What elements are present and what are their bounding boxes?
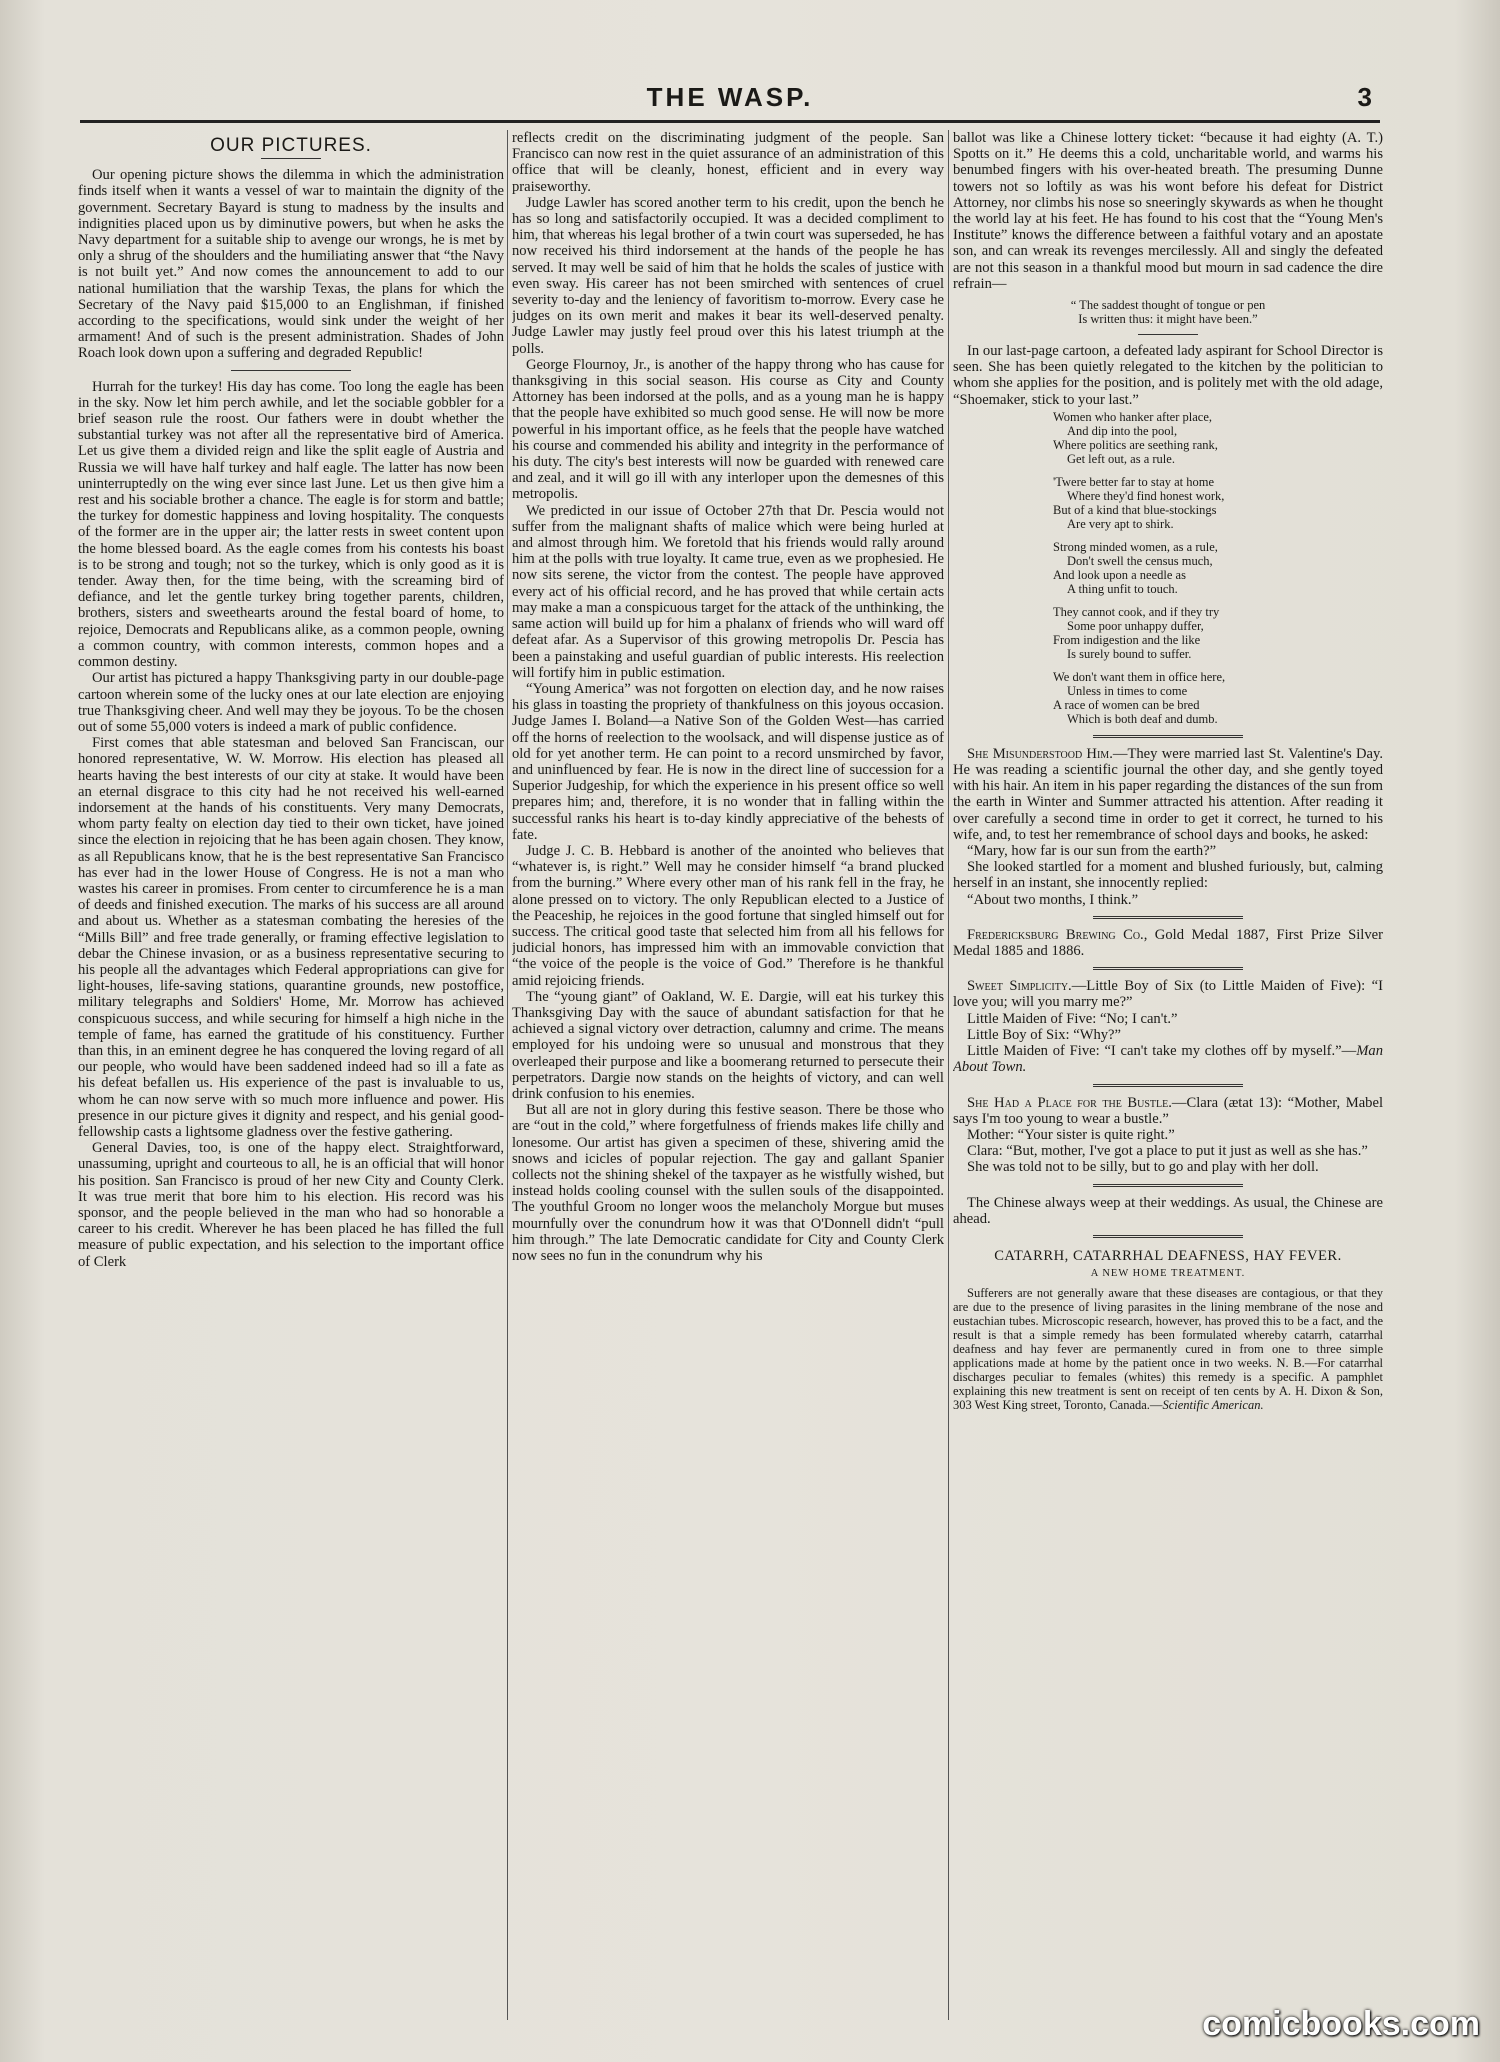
column-rule-2 — [948, 130, 949, 2020]
poem-line: Women who hanker after place, — [1053, 409, 1212, 424]
section-heading: OUR PICTURES. — [210, 135, 372, 156]
poem-line: A thing unfit to touch. — [1067, 581, 1178, 596]
poem-stanza — [1053, 605, 1383, 661]
heading-rule — [261, 158, 321, 159]
poem-line: Where politics are seething rank, — [1053, 437, 1218, 452]
poem-stanza — [1053, 475, 1383, 531]
source-credit: Scientific American. — [1162, 1398, 1264, 1413]
anecdote-line: Little Boy of Six: “Why?” — [967, 1026, 1122, 1043]
anecdote-title: She Misunderstood Him. — [967, 745, 1113, 762]
article-paragraph: The “young giant” of Oakland, W. E. Dargie, will eat his turkey this Thanksgiving Day with the sauce of abundant satisfaction for that he achieved a signal victory over detraction, calumny and crime. The means employed for his undoing were so unusual and monstrous that they overleaped their purpose and like a boomerang returned to persecute their perpetrators. Dargie now stands on the heights of victory, and can well drink confusion to his enemies. — [512, 988, 944, 1102]
ad-text: Sufferers are not generally aware that these diseases are contagious, or that they are due to the presence of living parasites in the lining membrane of the nose and eustachian tubes. Microscopic research, however, has proved this to be a fact, and the result is that a simple remedy has been formulated whereby catarrh, catarrhal deafness and hay fever are permanently cured in from one to three simple applications made at home by the patient once in two weeks. N. B.—For catarrhal discharges peculiar to females (whites) this remedy is a specific. A pamphlet explaining this new treatment is sent on receipt of ten cents by A. H. Dixon & Son, 303 West King street, Toronto, Canada.— — [953, 1286, 1383, 1413]
article-paragraph: But all are not in glory during this festive season. There be those who are “out in the cold,” where forgetfulness of friends makes life chilly and lonesome. Our artist has given a specimen of these, shivering amid the snows and icicles of popular rejection. The gay and gallant Spanier collects not the shining shekel of the taxpayer as he wistfully wished, but instead holds cooling counsel with the sullen souls of the disappointed. The youthful Groom no longer woos the melancholy Morgue but muses mournfully over the conundrum how it was that O'Donnell didn't “pull him through.” The late Democratic candidate for City and County Clerk now sees no fun in the conundrum why his — [512, 1102, 944, 1265]
poem-line: We don't want them in office here, — [1053, 669, 1226, 684]
anecdote-line-text: Little Maiden of Five: “I can't take my clothes off by myself.”— — [967, 1043, 1357, 1060]
column-2 — [512, 130, 944, 2025]
anecdote-line: She was told not to be silly, but to go and play with her doll. — [967, 1159, 1319, 1176]
poem-line: Unless in times to come — [1067, 683, 1188, 698]
poem-stanza — [1053, 540, 1383, 596]
article-paragraph: Hurrah for the turkey! His day has come. Too long the eagle has been in the sky. Now let him perch awhile, and let the sociable gobbler for a brief season rule the roost. Our fathers were in doubt whether the substantial turkey was not after all the representative bird of America. Let us give them a divided reign and like the split eagle of Austria and Russia we will have half turkey and half eagle. The latter has now been uninterruptedly on the wing ever since last June. Let us then give him a rest and his sociable brother a chance. The eagle is for storm and battle; the turkey for domestic happiness and loving hospitality. The conquests of the former are in the upper air; the latter rests in sweet content upon the home blessed board. As the eagle comes from his contests his boast is to be strong and tough; not so the turkey, which is only good as it is tender. Away then, for the time being, with the screaming bird of defiance, and let the gentle turkey bring together parents, children, brothers, sisters and sweethearts around the festal board of home, to rejoice, Democrats and Republicans alike, as a common people, owning a common country, with common interests, common hopes and a common destiny. — [78, 378, 504, 671]
article-paragraph: “Young America” was not forgotten on election day, and he now raises his glass in toasting the propriety of thankfulness on this joyous occasion. Judge James I. Boland—a Native Son of the Golden West—has carried off the horns of reelection to the woolsack, and will dispense justice as of old for yet another term. He can point to a record unsmirched by favor, and uninfluenced by fear. He is now in the direct line of succession for a Superior Judgeship, for which the experience in his present office so well prepares him; and, therefore, it is no wonder that in falling within the successful ranks his heart is to-day kindly appreciative of the behests of fate. — [512, 680, 944, 843]
separator — [1093, 735, 1243, 738]
article-paragraph: ballot was like a Chinese lottery ticket: “because it had eighty (A. T.) Spotts on it.” He deems this a cold, uncharitable world, and warms his benumbed fingers with his over-heated breath. The presuming Dunne towers not so loftily as was his wont before his defeat for District Attorney, nor climbs his nose so sneeringly skywards as when he thought the world lay at his feet. He has found to his cost that the “Young Men's Institute” knows the difference between a faithful votary and an apostate son, and can wreak its revenges mercilessly. All and singly the defeated are not this season in a thankful mood but mourn in sad cadence the dire refrain— — [953, 130, 1383, 292]
separator — [1093, 916, 1243, 919]
anecdote-text: —Little Boy of Six (to Little Maiden of Five): “I love you; will you marry me?” — [953, 978, 1383, 1011]
article-paragraph: Our artist has pictured a happy Thanksgiving party in our double-page cartoon wherein some of the lucky ones at our late election are enjoying true Thanksgiving cheer. And well may they be joyous. To be the chosen out of some 55,000 voters is indeed a mark of public confidence. — [78, 670, 504, 735]
separator — [1093, 1184, 1243, 1187]
brewing-text: , Gold Medal 1887, First Prize Silver Medal 1885 and 1886. — [953, 926, 1383, 960]
ad-subheading: A NEW HOME TREATMENT. — [1090, 1268, 1246, 1280]
poem-line: And dip into the pool, — [1067, 423, 1178, 438]
anecdote-line: “Mary, how far is our sun from the earth?” — [967, 843, 1217, 860]
quote-line: “ The saddest thought of tongue or pen — [1070, 298, 1266, 313]
column-1 — [78, 130, 504, 2025]
anecdote-text: —They were married last St. Valentine's Day. He was reading a scientific journal the other day, and she gently toyed with his hair. An item in his paper regarding the distances of the sun from the earth in Winter and Summer attracted his attention. After reading it over carefully a second time in order to get it correct, he turned to his wife, and, to test her remembrance of school days and books, he asked: — [953, 745, 1383, 843]
anecdote-bustle — [953, 1095, 1383, 1127]
poem-line: But of a kind that blue-stockings — [1053, 502, 1217, 517]
verse-quote — [953, 298, 1383, 326]
anecdote-line: Mother: “Your sister is quite right.” — [967, 1126, 1175, 1143]
poem — [1053, 410, 1383, 726]
anecdote-line: She looked startled for a moment and blushed furiously, but, calming herself in an instant, she innocently replied: — [953, 859, 1383, 892]
poem-stanza — [1053, 410, 1383, 466]
poem-line: Strong minded women, as a rule, — [1053, 539, 1218, 554]
watermark: comicbooks.com — [1202, 2005, 1480, 2043]
separator — [1138, 334, 1198, 335]
article-paragraph: Judge J. C. B. Hebbard is another of the anointed who believes that “whatever is, is right.” Well may he consider himself “a brand plucked from the burning.” Where every other man of his rank fell in the fray, he alone pressed on to victory. The only Republican elected to a Justice of the Peaceship, he rejoices in the good fortune that singled himself out for success. The critical good taste that selected him from all his fellows for judicial honors, has impressed him with an immovable conviction that “the voice of the people is the voice of God.” Therefore is he thankful amid rejoicing friends. — [512, 842, 944, 989]
poem-line: And look upon a needle as — [1053, 567, 1186, 582]
anecdote-title: Sweet Simplicity. — [967, 978, 1072, 995]
anecdote-line: Clara: “But, mother, I've got a place to put it just as well as she has.” — [967, 1143, 1368, 1160]
separator — [1093, 967, 1243, 970]
brewing-notice — [953, 927, 1383, 959]
ad-body — [953, 1286, 1383, 1412]
ad-heading: CATARRH, CATARRHAL DEAFNESS, HAY FEVER. — [994, 1247, 1342, 1264]
poem-line: Some poor unhappy duffer, — [1067, 618, 1204, 633]
anecdote-line — [953, 1043, 1383, 1075]
anecdote-misunderstood — [953, 746, 1383, 843]
article-paragraph: General Davies, too, is one of the happy elect. Straightforward, unassuming, upright and courteous to all, he is an official that will honor his position. San Francisco is proud of her new City and County Clerk. It was true merit that bore him to his election. His record was his sponsor, and the people believed in the man who had so honorable a career to his credit. Wherever he has been placed he has filled the full measure of public expectation, and his selection to the important office of Clerk — [78, 1140, 504, 1270]
separator — [1093, 1235, 1243, 1238]
quote-line: Is written thus: it might have been.” — [1078, 312, 1258, 327]
poem-line: They cannot cook, and if they try — [1053, 604, 1220, 619]
poem-line: Get left out, as a rule. — [1067, 451, 1175, 466]
article-paragraph: George Flournoy, Jr., is another of the happy throng who has cause for thanksgiving in this social season. His course as City and County Attorney has been indorsed at the polls, and as a young man he is happy that the people have exhibited so much good sense. He will now be more powerful in his important office, as he feels that the people have watched his course and commended his ability and integrity in the performance of his duty. The city's best interests will now be guarded with renewed care and zeal, and it will go ill with any interloper upon the demesnes of this metropolis. — [512, 356, 944, 503]
masthead — [80, 80, 1380, 123]
article-paragraph: In our last-page cartoon, a defeated lady aspirant for School Director is seen. She has been quietly relegated to the kitchen by the politician to whom she applies for the position, and is politely met with the old adage, “Shoemaker, stick to your last.” — [953, 343, 1383, 408]
anecdote-line: “About two months, I think.” — [967, 891, 1139, 908]
brewing-name: Fredericksburg Brewing Co. — [967, 926, 1144, 943]
column-3 — [953, 130, 1383, 2025]
page-number: 3 — [1357, 82, 1372, 112]
chinese-note: The Chinese always weep at their weddings. As usual, the Chinese are ahead. — [953, 1194, 1383, 1227]
article-paragraph: Our opening picture shows the dilemma in which the administration finds itself when it wants a vessel of war to maintain the dignity of the government. Secretary Bayard is stung to madness by the insults and indignities placed upon us by diminutive powers, but when he asks the Navy department for a suitable ship to avenge our wrongs, he is met by only a shrug of the shoulders and the humiliating answer that “the Navy is not built yet.” And now comes the announcement to add to our national humiliation that the warship Texas, the plans for which the Secretary of the Navy paid $15,000 to an Englishman, if finished according to the specifications, would sink under the weight of her armament! And of such is the present administration. Shades of John Roach look down upon a suffering and degraded Republic! — [78, 167, 504, 362]
separator — [1093, 1084, 1243, 1087]
anecdote-text: —Clara (ætat 13): “Mother, Mabel says I'm too young to wear a bustle.” — [953, 1094, 1383, 1127]
anecdote-title: She Had a Place for the Bustle. — [967, 1094, 1172, 1111]
publication-title: THE WASP. — [646, 82, 814, 112]
poem-line: Where they'd find honest work, — [1067, 488, 1225, 503]
poem-stanza — [1053, 670, 1383, 726]
source-credit: Man About Town. — [953, 1043, 1383, 1076]
poem-line: Don't swell the census much, — [1067, 553, 1213, 568]
anecdote-sweet — [953, 978, 1383, 1010]
poem-line: A race of women can be bred — [1053, 697, 1200, 712]
column-rule-1 — [507, 130, 508, 2020]
poem-line: 'Twere better far to stay at home — [1053, 474, 1215, 489]
poem-line: Is surely bound to suffer. — [1067, 646, 1192, 661]
poem-line: Which is both deaf and dumb. — [1067, 711, 1218, 726]
article-paragraph: reflects credit on the discriminating judgment of the people. San Francisco can now rest in the quiet assurance of an administration of this office that will be cleanly, honest, efficient and in every way praiseworthy. — [512, 130, 944, 195]
poem-line: From indigestion and the like — [1053, 632, 1201, 647]
poem-line: Are very apt to shirk. — [1067, 516, 1174, 531]
article-paragraph: Judge Lawler has scored another term to his credit, upon the bench he has so long and satisfactorily occupied. It was a decided compliment to him, that whereas his legal brother of a twin court was superseded, he has now received his third indorsement at the hands of the people he has served. It may well be said of him that he holds the scales of justice with even sway. His career has not been smirched with sentences of cruel severity to-day and the leniency of favoritism to-morrow. Every case he judges on its own merit and makes it bear its well-deserved penalty. Judge Lawler may justly feel proud over this his latest triumph at the polls. — [512, 194, 944, 357]
article-paragraph: First comes that able statesman and beloved San Franciscan, our honored representative, W. W. Morrow. His election has pleased all hearts having the best interests of our city at stake. It would have been an eternal disgrace to this city had he not received his well-earned indorsement at the hands of his constituents. Very many Democrats, whom party fealty on election day tied to their own ticket, have joined since the election in rejoicing that he has been again chosen. They know, as all Republicans know, that he is the best representative San Francisco has ever had in the lower House of Congress. He is not a man who wastes his career in promises. From center to circumference he is a man of deeds and finished execution. The marks of his success are all around and about us. Whether as a statesman combating the heresies of the “Mills Bill” and free trade generally, or framing effective legislation to debar the Chinese invasion, or as a business representative securing to his people all the advantages which Federal appropriations can give for light-houses, life-saving stations, quarantine grounds, new postoffice, military telegraphs and Soldiers' Home, Mr. Morrow has achieved conspicuous success, and while securing for himself a high niche in the temple of fame, has earned the gratitude of his constituency. Further than this, in an eminent degree he has conquered the loving regard of all our people, who would have been saddened indeed had so ill a fate as his defeat befallen us. His experience of the past is invaluable to us, whom he can now serve with so much more influence and power. His presence in our picture gives it dignity and respect, and his genial good-fellowship casts a lightsome gladness over the festive gathering. — [78, 735, 504, 1140]
section-separator — [231, 370, 351, 371]
article-paragraph: We predicted in our issue of October 27th that Dr. Pescia would not suffer from the malignant shafts of malice which were being hurled at and almost through him. We foretold that his friends would rally around him at the polls with true loyalty. It came true, even as we prophesied. He now sits serene, the victor from the contest. The people have approved every act of his official record, and he has proved that while certain acts may make a man a conspicuous target for the attack of the unthinking, the same action will build up for him a phalanx of friends who will ward off defeat afar. As a Supervisor of this growing metropolis Dr. Pescia has been a painstaking and useful guardian of public interests. His reelection will fortify him in public estimation. — [512, 502, 944, 681]
anecdote-line: Little Maiden of Five: “No; I can't.” — [967, 1010, 1178, 1027]
